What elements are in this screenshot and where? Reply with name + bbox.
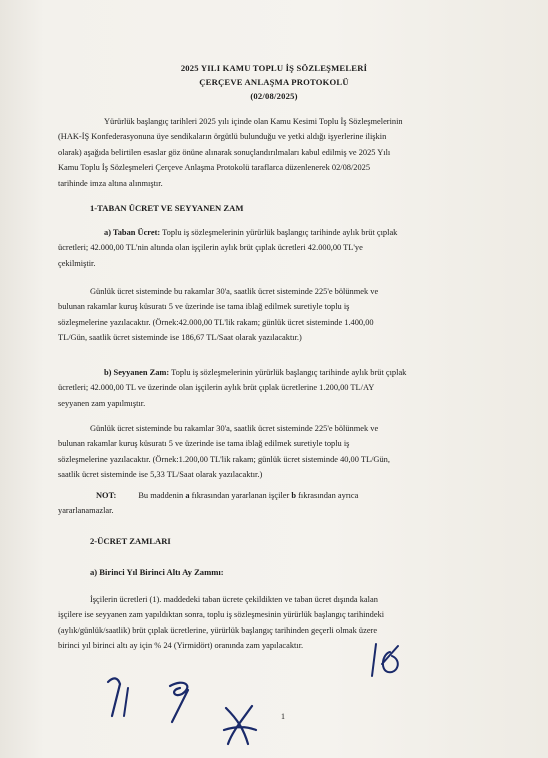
signature-mark-3 [218,700,262,750]
taban-gunluk-line: bulunan rakamlar kuruş küsuratı 5 ve üzerinde ise tama iblağ edilmek suretiyle toplu iş [58,302,350,312]
signature-mark-2 [160,676,202,726]
seyyanen-gunluk-line: saatlik ücret sisteminde ise 5,33 TL/Saat olarak yazılacaktır.) [58,470,263,480]
seyyanen-gunluk-line: Günlük ücret sisteminde bu rakamlar 30'a, saatlik ücret sisteminde 225'e bölünmek ve [90,424,379,433]
section-1-heading: 1-TABAN ÜCRET VE SEYYANEN ZAM [90,203,244,213]
intro-paragraph [58,114,498,191]
intro-line: olarak) aşağıda belirtilen esaslar göz önüne alınarak sonuçlandırılmaları kabul edilmiş ve 2025 Yılı [58,147,391,157]
intro-line: Yürürlük başlangıç tarihleri 2025 yılı içinde olan Kamu Kesimi Toplu İş Sözleşmelerinin [104,117,403,126]
title-line-2: ÇERÇEVE ANLAŞMA PROTOKOLÜ [199,77,349,87]
section-2-heading: 2-ÜCRET ZAMLARI [90,536,171,546]
taban-ucret-line: çekilmiştir. [58,258,96,268]
note-line: yararlanamazlar. [58,506,114,516]
taban-ucret-text: Toplu iş sözleşmelerinin yürürlük başlangıç tarihinde aylık brüt çıplak [160,228,398,237]
seyyanen-gunluk-line: bulunan rakamlar kuruş küsuratı 5 ve üzerinde ise tama iblağ edilmek suretiyle toplu iş [58,439,350,449]
taban-ucret-paragraph [58,225,498,271]
section-2a-line: İşçilerin ücretleri (1). maddedeki taban ücrete çekildikten ve taban ücret dışında kalan [90,595,378,604]
intro-line: Kamu Toplu İş Sözleşmeleri Çerçeve Anlaşma Protokolü taraflarca düzenlenerek 02/08/2025 [58,163,371,173]
taban-ucret-line: ücretleri; 42.000,00 TL'nin altında olan işçilerin aylık brüt çıplak ücretleri 42.000,00 TL'ye [58,243,363,253]
section-2a-paragraph [58,592,498,654]
seyyanen-gunluk-line: sözleşmelerine yazılacaktır. (Örnek:1.200,00 TL'lik rakam; günlük ücret sisteminde 40,00 TL/Gün, [58,454,390,464]
seyyanen-zam-line: seyyanen zam yapılmıştır. [58,398,146,408]
title-line-1: 2025 YILI KAMU TOPLU İŞ SÖZLEŞMELERİ [180,63,368,73]
title-date: (02/08/2025) [250,91,298,101]
section-2a-heading: a) Birinci Yıl Birinci Altı Ay Zammı: [90,567,224,577]
taban-gunluk-line: sözleşmelerine yazılacaktır. (Örnek:42.000,00 TL'lik rakam; günlük ücret sisteminde 1.400,00 [58,317,374,327]
taban-gunluk-paragraph [58,284,498,346]
taban-gunluk-line: Günlük ücret sisteminde bu rakamlar 30'a, saatlik ücret sisteminde 225'e bölünmek ve [90,287,379,296]
intro-line: (HAK-İŞ Konfederasyonuna üye sendikaların örgütlü bulunduğu ve yetki aldığı işyerlerine ilişkin [58,132,387,142]
signature-mark-1 [98,672,140,720]
seyyanen-gunluk-paragraph [58,421,498,483]
page-number: 1 [281,712,285,721]
taban-gunluk-line: TL/Gün, saatlik ücret sisteminde ise 186,67 TL/Saat olarak yazılacaktır.) [58,333,302,343]
intro-line: tarihinde imza altına alınmıştır. [58,178,163,188]
section-2a-line: (aylık/günlük/saatlik) brüt çıplak ücretlerine, yürürlük başlangıç tarihinden geçerli olmak üzere [58,625,378,635]
taban-ucret-label: a) Taban Ücret: [104,228,161,237]
seyyanen-zam-line: ücretleri; 42.000,00 TL ve üzerinde olan işçilerin aylık brüt çıplak ücretlerine 1.200,00 TL/AY [58,383,375,393]
signature-initials-right [368,640,418,678]
seyyanen-zam-paragraph [58,365,498,411]
seyyanen-zam-label: b) Seyyanen Zam: [104,368,170,377]
note-label: NOT: [96,491,117,500]
section-2a-line: birinci yıl birinci altı ay için % 24 (Yirmidört) oranında zam yapılacaktır. [58,641,304,651]
section-2a-line: işçilere ise seyyanen zam yapıldıktan sonra, toplu iş sözleşmesinin yürürlük başlangıç tarihindeki [58,610,385,620]
note-paragraph: NOT: Bu maddenin a fıkrasından yararlanan işçiler b fıkrasından ayrıca yararlanamazlar. [58,488,498,519]
seyyanen-zam-text: Toplu iş sözleşmelerinin yürürlük başlangıç tarihinde aylık brüt çıplak [169,368,407,377]
